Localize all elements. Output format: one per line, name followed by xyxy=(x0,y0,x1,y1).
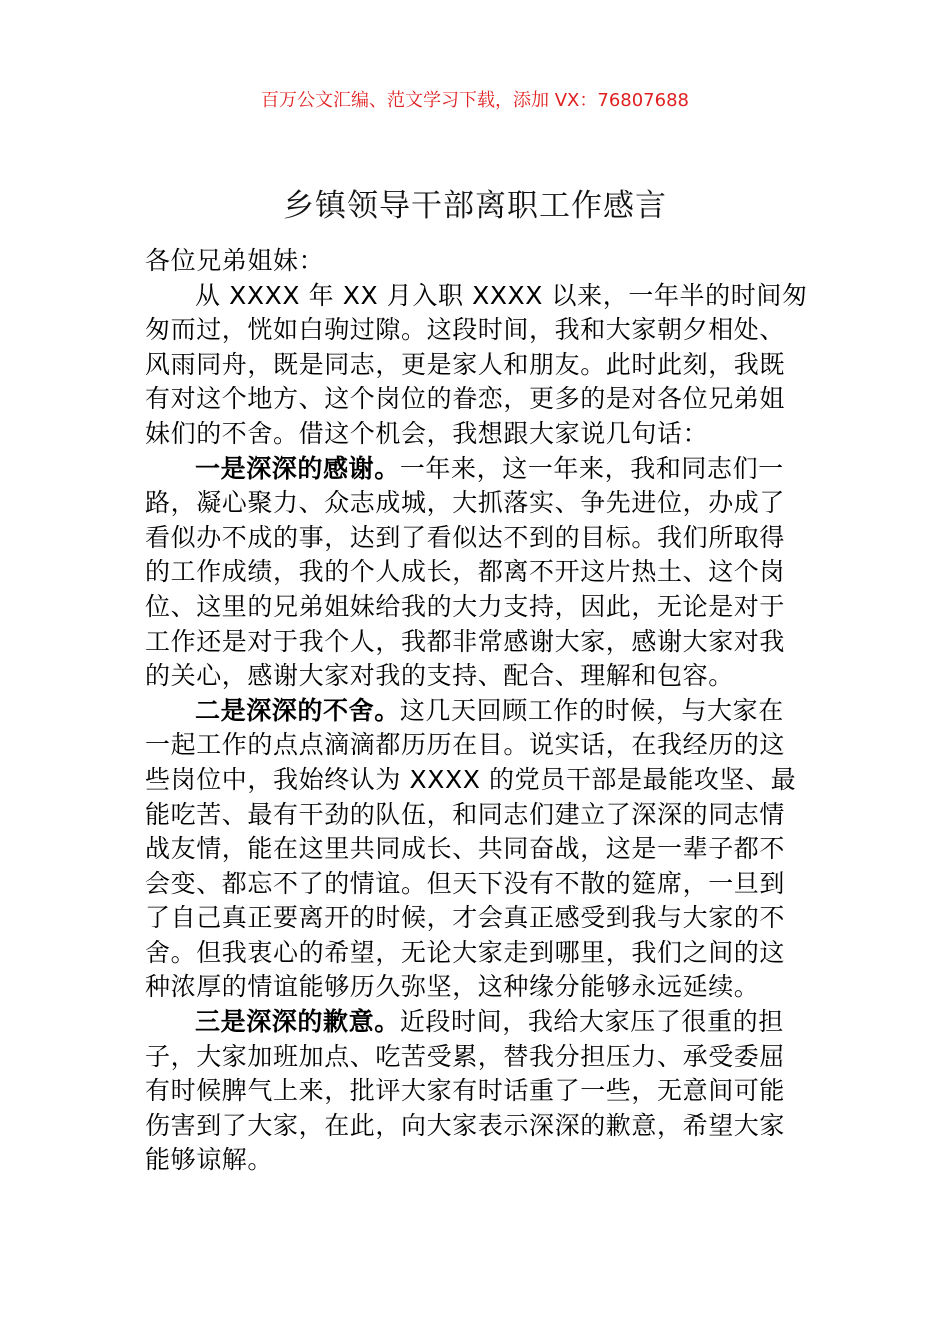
paragraph-line: 的关心，感谢大家对我的支持、配合、理解和包容。 xyxy=(145,661,734,691)
paragraph-line: 工作还是对于我个人，我都非常感谢大家，感谢大家对我 xyxy=(145,626,786,656)
paragraph-heading: 一是深深的感谢。 xyxy=(195,453,400,483)
document-body xyxy=(145,244,810,1178)
paragraph-line xyxy=(145,694,810,729)
paragraph-heading: 二是深深的不舍。 xyxy=(195,695,400,725)
paragraph-text: 近段时间，我给大家压了很重的担 xyxy=(399,1007,784,1037)
paragraph-line: 一起工作的点点滴滴都历历在目。说实话，在我经历的这 xyxy=(145,730,786,760)
paragraph-line: 舍。但我衷心的希望，无论大家走到哪里，我们之间的这 xyxy=(145,937,786,967)
paragraph-line: 子，大家加班加点、吃苦受累，替我分担压力、承受委屈 xyxy=(145,1041,786,1071)
paragraph-heading: 三是深深的歉意。 xyxy=(195,1007,400,1037)
paragraph-intro xyxy=(145,279,810,452)
paragraph-line: 有时候脾气上来，批评大家有时话重了一些，无意间可能 xyxy=(145,1076,786,1106)
paragraph-line: 伤害到了大家，在此，向大家表示深深的歉意，希望大家 xyxy=(145,1110,786,1140)
paragraph-line: 些岗位中，我始终认为 XXXX 的党员干部是最能攻坚、最 xyxy=(145,764,797,794)
paragraph-text: 一年来，这一年来，我和同志们一 xyxy=(399,453,784,483)
paragraph-line: 从 XXXX 年 XX 月入职 XXXX 以来，一年半的时间匆 xyxy=(195,280,808,310)
paragraph-reluctance xyxy=(145,694,810,1005)
paragraph-line: 妹们的不舍。借这个机会，我想跟大家说几句话： xyxy=(145,418,709,448)
paragraph-line: 风雨同舟，既是同志，更是家人和朋友。此时此刻，我既 xyxy=(145,349,786,379)
paragraph-text: 这几天回顾工作的时候，与大家在 xyxy=(399,695,784,725)
paragraph-line: 匆而过，恍如白驹过隙。这段时间，我和大家朝夕相处、 xyxy=(145,315,786,345)
salutation: 各位兄弟姐妹： xyxy=(145,246,325,275)
paragraph-line: 能够谅解。 xyxy=(145,1145,274,1175)
paragraph-line: 路，凝心聚力、众志成城，大抓落实、争先进位，办成了 xyxy=(145,488,786,518)
document-title: 乡镇领导干部离职工作感言 xyxy=(283,188,667,224)
paragraph-line: 能吃苦、最有干劲的队伍，和同志们建立了深深的同志情 xyxy=(145,799,786,829)
paragraph-line: 战友情，能在这里共同成长、共同奋战，这是一辈子都不 xyxy=(145,834,786,864)
paragraph-line: 位、这里的兄弟姐妹给我的大力支持，因此，无论是对于 xyxy=(145,591,786,621)
paragraph-thanks xyxy=(145,452,810,694)
paragraph-line: 种浓厚的情谊能够历久弥坚，这种缘分能够永远延续。 xyxy=(145,972,760,1002)
paragraph-line: 了自己真正要离开的时候，才会真正感受到我与大家的不 xyxy=(145,903,786,933)
paragraph-line: 看似办不成的事，达到了看似达不到的目标。我们所取得 xyxy=(145,522,786,552)
paragraph-line: 的工作成绩，我的个人成长，都离不开这片热土、这个岗 xyxy=(145,557,786,587)
paragraph-line xyxy=(145,452,810,487)
paragraph-line xyxy=(145,1005,810,1040)
paragraph-line: 有对这个地方、这个岗位的眷恋，更多的是对各位兄弟姐 xyxy=(145,384,786,414)
paragraph-line: 会变、都忘不了的情谊。但天下没有不散的筵席，一旦到 xyxy=(145,868,786,898)
header-notice: 百万公文汇编、范文学习下载，添加 VX：76807688 xyxy=(261,90,689,111)
paragraph-apology xyxy=(145,1005,810,1178)
